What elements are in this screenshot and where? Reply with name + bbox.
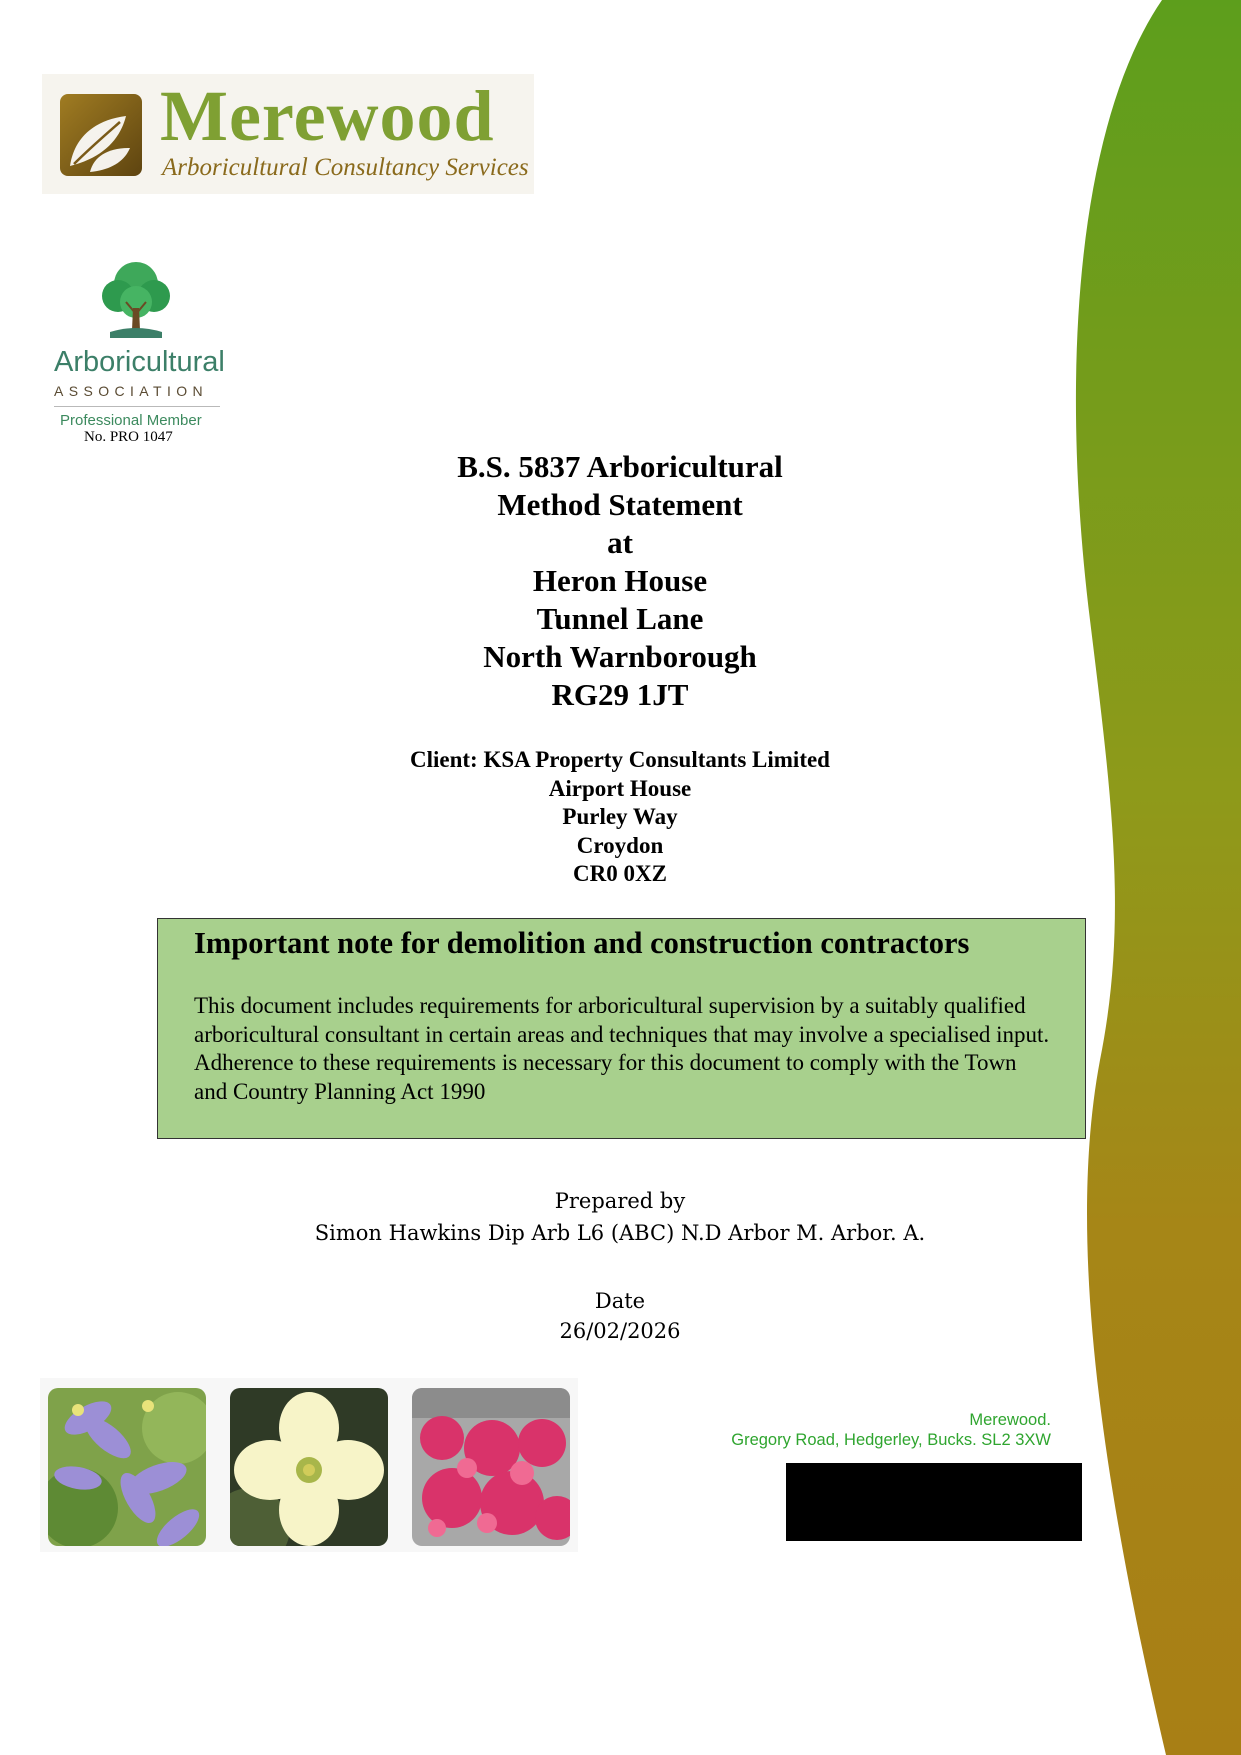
date-value: 26/02/2026 [559,1319,681,1343]
footer-address-line: Gregory Road, Hedgerley, Bucks. SL2 3XW [731,1431,1051,1449]
leaf-emblem-icon [60,94,142,176]
footer-company-name: Merewood. [969,1411,1051,1429]
note-heading: Important note for demolition and construction contractors [194,926,970,960]
title-line: RG29 1JT [551,677,689,712]
company-name: Merewood [160,76,495,156]
clematis-photo [48,1388,206,1546]
title-line: Method Statement [497,487,743,522]
merewood-logo [42,74,534,194]
company-address [731,1410,1051,1450]
association-subtitle: ASSOCIATION [54,383,209,399]
client-line: Purley Way [562,804,678,829]
tree-icon [96,258,176,344]
client-line: CR0 0XZ [573,861,667,886]
client-line: Airport House [548,775,692,801]
title-line: B.S. 5837 Arboricultural [457,449,783,484]
member-number: No. PRO 1047 [84,429,173,445]
title-line: at [607,525,633,560]
dogwood-flower-photo [230,1388,388,1546]
redaction-block [786,1463,1082,1541]
title-line: North Warnborough [483,639,757,674]
contractor-note-box [157,918,1086,1139]
note-body: This document includes requirements for arboricultural supervision by a suitably qualified arboricultural consultant in certain areas and techniques that may involve a specialised input. Adherence to these requirements is necessary for this document to comply with the Town and Country Planning Act 1990 [194,993,1050,1104]
association-name: Arboricultural [54,346,225,378]
client-block [320,746,920,889]
prepared-by-name: Simon Hawkins Dip Arb L6 (ABC) N.D Arbor M. Arbor. A. [314,1221,926,1245]
company-tagline: Arboricultural Consultancy Services [162,154,529,181]
client-line: Croydon [576,832,664,858]
title-line: Tunnel Lane [536,601,704,636]
association-divider [54,406,220,407]
date-label: Date [594,1289,646,1313]
membership-level: Professional Member [60,412,202,429]
client-line: Client: KSA Property Consultants Limited [410,747,830,772]
pink-foliage-photo [412,1388,570,1546]
prepared-by-label: Prepared by [554,1189,686,1213]
document-title [330,448,910,714]
flower-photo-strip [40,1378,578,1552]
title-line: Heron House [532,563,708,598]
